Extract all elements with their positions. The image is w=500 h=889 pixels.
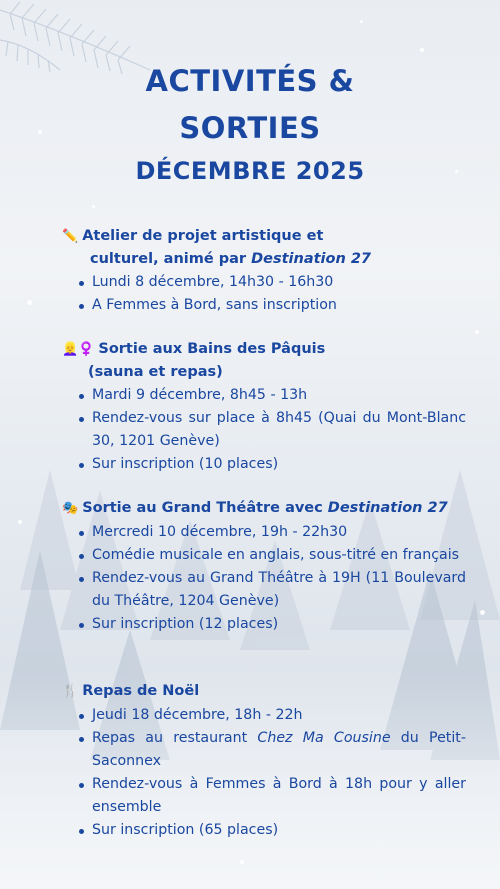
list-item: Rendez-vous au Grand Théâtre à 19H (11 Boulevard du Théâtre, 1204 Genève) [78,567,466,613]
list-item: Lundi 8 décembre, 14h30 - 16h30 [78,271,466,294]
section-repas-noel [62,680,466,842]
page-title-line-2: SORTIES [179,111,321,145]
list-item: A Femmes à Bord, sans inscription [78,294,466,317]
section-grand-theatre [62,497,466,636]
list-item: Jeudi 18 décembre, 18h - 22h [78,704,466,727]
pencil-icon: ✏️ [62,229,79,244]
list-item: Sur inscription (12 places) [78,613,466,636]
section-item-list [62,271,466,317]
page-subtitle-month: DÉCEMBRE 2025 [135,157,365,185]
page-title-line-1: ACTIVITÉS & [145,64,355,98]
women-icon: 👱‍♀️♀️ [62,342,95,357]
section-heading: 👱‍♀️♀️ Sortie aux Bains des Pâquis (sauna et repas) [62,341,326,380]
section-item-list [62,704,466,842]
section-item-list [62,521,466,636]
section-heading: 🍴 Repas de Noël [62,683,200,699]
list-item: Sur inscription (10 places) [78,453,466,476]
list-item: Rendez-vous sur place à 8h45 (Quai du Mont-Blanc 30, 1201 Genève) [78,407,466,453]
section-atelier [62,225,466,317]
theatre-masks-icon: 🎭 [62,501,79,516]
list-item: Rendez-vous à Femmes à Bord à 18h pour y aller ensemble [78,773,466,819]
section-item-list [62,384,466,476]
list-item: Mercredi 10 décembre, 19h - 22h30 [78,521,466,544]
list-item: Mardi 9 décembre, 8h45 - 13h [78,384,466,407]
section-heading: ✏️ Atelier de projet artistique et culturel, animé par Destination 27 [62,228,372,267]
section-heading: 🎭 Sortie au Grand Théâtre avec Destination 27 [62,500,448,516]
list-item: Repas au restaurant Chez Ma Cousine du Petit-Saconnex [78,727,466,773]
fork-knife-icon: 🍴 [62,684,79,699]
list-item: Sur inscription (65 places) [78,819,466,842]
section-bains-paquis [62,338,466,476]
list-item: Comédie musicale en anglais, sous-titré en français [78,544,466,567]
